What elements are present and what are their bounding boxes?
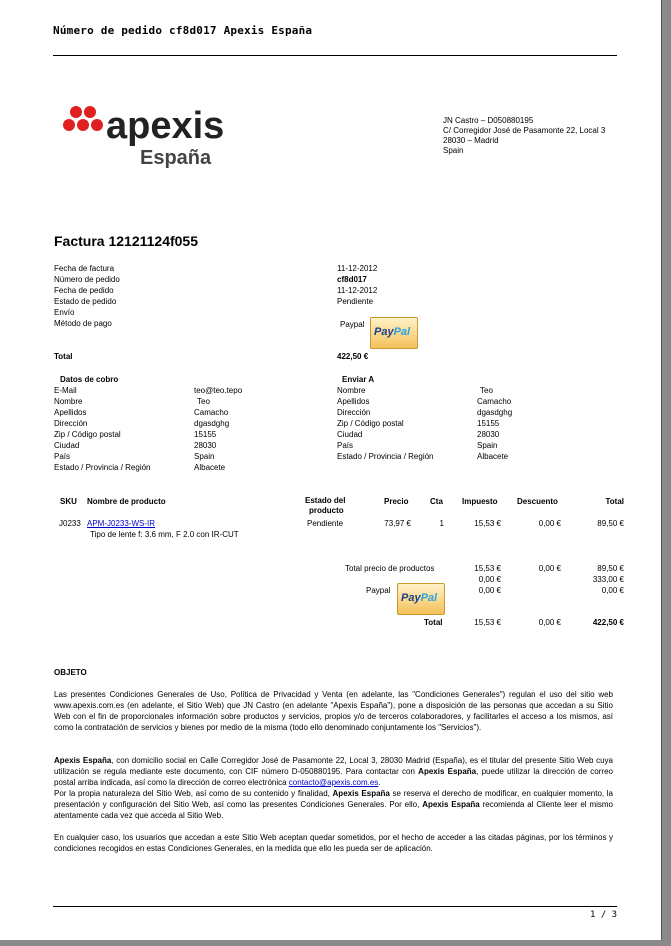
label-numero-pedido: Número de pedido bbox=[54, 275, 120, 284]
terms-paragraph-1: Las presentes Condiciones Generales de Uso, Política de Privacidad y Venta (en adelante, las "Condiciones Generales") regulan el uso del sitio web www.apexis.com.es (en adelante, el Sitio Web) que JN Castro (en adelante "Apexis España"), pone a disposición de las personas que accedan a su Sitio Web con el fin de proporcionales información sobre productos y servicios, propios y/o de terceros colaboradores, y facilitarles el acceso a los mismos, así como la contratación de servicios y bienes por medio de la misma (todo ello denominado conjuntamente los "Servicios"). bbox=[54, 690, 613, 732]
billing-label: Apellidos bbox=[54, 408, 87, 417]
value-numero-pedido: cf8d017 bbox=[337, 275, 367, 284]
billing-heading: Datos de cobro bbox=[60, 375, 119, 384]
paypal-fee-total: 0,00 € bbox=[601, 586, 624, 595]
subtotal-label: Total precio de productos bbox=[345, 564, 435, 573]
invoice-total-label: Total bbox=[54, 352, 73, 361]
product-tax: 15,53 € bbox=[474, 519, 501, 528]
billing-value: Albacete bbox=[194, 463, 226, 472]
value-fecha-factura: 11-12-2012 bbox=[337, 264, 378, 273]
subtotal-discount: 0,00 € bbox=[538, 564, 561, 573]
company-line-2: C/ Corregidor José de Pasamonte 22, Local 3 bbox=[443, 126, 606, 135]
value-estado: Pendiente bbox=[337, 297, 374, 306]
document-header-title: Número de pedido cf8d017 Apexis España bbox=[53, 24, 313, 37]
billing-label: Zip / Código postal bbox=[54, 430, 121, 439]
billing-value: 28030 bbox=[194, 441, 217, 450]
shipping-label: Estado / Provincia / Región bbox=[337, 452, 434, 461]
logo-wordmark: apexis bbox=[106, 105, 225, 147]
terms-paragraph-3: Por la propia naturaleza del Sitio Web, así como de su contenido y finalidad, Apexis España se reserva el derecho de modificar, en cualquier momento, la presentación y configuración del Sitio Web, así como las presentes Condiciones Generales. Por ello, Apexis España recomienda al Cliente leer el mismo atentamente cada vez que acceda al Sitio Web. bbox=[54, 789, 614, 820]
shipping-value: 15155 bbox=[477, 419, 500, 428]
invoice-info-labels bbox=[54, 263, 120, 329]
product-qty: 1 bbox=[439, 519, 444, 528]
billing-value: dgasdghg bbox=[194, 419, 230, 428]
col-name: Nombre de producto bbox=[87, 497, 166, 506]
value-fecha-pedido: 11-12-2012 bbox=[337, 286, 378, 295]
paypal-logo-totals: PayPal bbox=[397, 583, 445, 615]
shipping-values bbox=[477, 385, 512, 462]
logo-subtitle: España bbox=[140, 147, 212, 169]
billing-label: E-Mail bbox=[54, 386, 77, 395]
contact-email-link[interactable]: contacto@apexis.com.es bbox=[288, 778, 379, 787]
shipping-heading: Enviar A bbox=[342, 375, 375, 384]
product-price: 73,97 € bbox=[384, 519, 411, 528]
label-metodo-pago: Método de pago bbox=[54, 319, 112, 328]
invoice-info-values bbox=[337, 263, 377, 307]
billing-label: Dirección bbox=[54, 419, 88, 428]
company-line-3: 28030 – Madrid bbox=[443, 136, 499, 145]
company-line-1: JN Castro – D050880195 bbox=[443, 116, 534, 125]
apexis-logo bbox=[62, 104, 262, 175]
shipping-value: Teo bbox=[480, 386, 493, 395]
invoice-total-value: 422,50 € bbox=[337, 352, 369, 361]
terms-paragraph-2: Apexis España, con domicilio social en Calle Corregidor José de Pasamonte 22, Local 3, 28030 Madrid (España), es el titular del presente Sitio Web cuya utilización se regula mediante este documento, con CIF número D-050880195. Para contactar con Apexis España, puede utilizar la dirección de correo postal arriba indicada, así como la dirección de correo electrónica contacto@apexis.com.es. bbox=[54, 756, 613, 787]
header-rule bbox=[53, 55, 617, 56]
col-status: Estado del producto bbox=[305, 496, 346, 515]
product-name-link[interactable]: APM-J0233-WS-IR bbox=[87, 519, 156, 528]
billing-label: Nombre bbox=[54, 397, 83, 406]
subtotal-total: 89,50 € bbox=[597, 564, 624, 573]
grand-total-value: 422,50 € bbox=[592, 618, 624, 627]
page-number: 1 / 3 bbox=[590, 910, 618, 920]
apexis-dots-icon bbox=[62, 104, 262, 170]
shipping-label: Nombre bbox=[337, 386, 366, 395]
billing-value: Camacho bbox=[194, 408, 229, 417]
shipping-labels bbox=[337, 385, 434, 462]
shipping-label: Ciudad bbox=[337, 430, 363, 439]
page-shadow-bottom bbox=[0, 940, 671, 946]
col-price: Precio bbox=[384, 497, 409, 506]
shipping-label: Zip / Código postal bbox=[337, 419, 404, 428]
company-address bbox=[443, 116, 605, 156]
billing-values bbox=[194, 385, 242, 473]
product-sku: J0233 bbox=[59, 519, 81, 528]
col-total: Total bbox=[605, 497, 624, 506]
shipping-value: 28030 bbox=[477, 430, 500, 439]
footer-rule bbox=[53, 906, 617, 907]
company-line-4: Spain bbox=[443, 146, 464, 155]
billing-label: Estado / Provincia / Región bbox=[54, 463, 151, 472]
billing-label: Ciudad bbox=[54, 441, 80, 450]
product-discount: 0,00 € bbox=[538, 519, 561, 528]
col-tax: Impuesto bbox=[462, 497, 498, 506]
terms-heading: OBJETO bbox=[54, 668, 87, 677]
value-metodo-pago: Paypal bbox=[340, 320, 365, 329]
grand-total-tax: 15,53 € bbox=[474, 618, 501, 627]
label-estado-pedido: Estado de pedido bbox=[54, 297, 117, 306]
billing-value: 15155 bbox=[194, 430, 217, 439]
invoice-title: Factura 12121124f055 bbox=[54, 233, 198, 249]
subtotal-tax: 15,53 € bbox=[474, 564, 501, 573]
grand-total-discount: 0,00 € bbox=[538, 618, 561, 627]
product-detail: Tipo de lente f: 3.6 mm, F 2.0 con IR-CUT bbox=[90, 530, 239, 539]
shipping-value: Albacete bbox=[477, 452, 509, 461]
col-discount: Descuento bbox=[517, 497, 558, 506]
shipping-value: Camacho bbox=[477, 397, 512, 406]
billing-value: Spain bbox=[194, 452, 215, 461]
label-fecha-factura: Fecha de factura bbox=[54, 264, 115, 273]
shipping-label: Dirección bbox=[337, 408, 371, 417]
col-qty: Cta bbox=[430, 497, 443, 506]
paypal-fee-label: Paypal bbox=[366, 586, 391, 595]
product-total: 89,50 € bbox=[597, 519, 624, 528]
shipping-tax: 0,00 € bbox=[478, 575, 501, 584]
shipping-value: dgasdghg bbox=[477, 408, 513, 417]
paypal-fee-tax: 0,00 € bbox=[478, 586, 501, 595]
billing-value: Teo bbox=[197, 397, 210, 406]
label-envio: Envío bbox=[54, 308, 75, 317]
label-fecha-pedido: Fecha de pedido bbox=[54, 286, 114, 295]
paypal-logo: PayPal bbox=[370, 317, 418, 349]
shipping-label: Apellidos bbox=[337, 397, 370, 406]
billing-value: teo@teo.tepo bbox=[194, 386, 243, 395]
page-shadow-right bbox=[662, 0, 671, 946]
col-sku: SKU bbox=[60, 497, 77, 506]
billing-label: País bbox=[54, 452, 71, 461]
grand-total-label: Total bbox=[424, 618, 443, 627]
shipping-value: Spain bbox=[477, 441, 498, 450]
shipping-total: 333,00 € bbox=[592, 575, 624, 584]
shipping-label: País bbox=[337, 441, 354, 450]
terms-paragraph-4: En cualquier caso, los usuarios que accedan a este Sitio Web aceptan quedar sometidos, por el hecho de acceder a las citadas páginas, por los términos y condiciones recogidos en estas Condiciones Generales, en la medida que ello les pueda ser de aplicación. bbox=[54, 833, 613, 853]
product-status: Pendiente bbox=[307, 519, 344, 528]
billing-labels bbox=[54, 385, 151, 473]
